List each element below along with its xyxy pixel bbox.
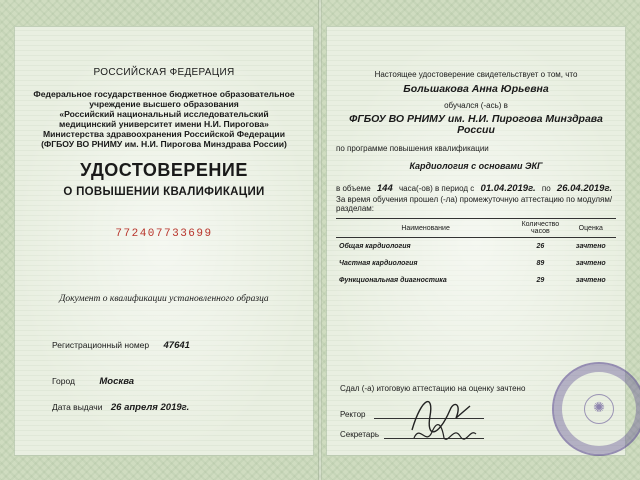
table-row bbox=[336, 255, 616, 272]
org-line: Министерства здравоохранения Российской Федерации bbox=[42, 129, 285, 139]
module-hours: 29 bbox=[536, 277, 545, 284]
document-subtitle: О ПОВЫШЕНИИ КВАЛИФИКАЦИИ bbox=[63, 186, 265, 198]
institution-name bbox=[336, 114, 616, 136]
city-label: Город bbox=[52, 376, 75, 386]
module-grade: зачтено bbox=[575, 260, 606, 267]
document-title: УДОСТОВЕРЕНИЕ bbox=[80, 160, 248, 180]
program-label: по программе повышения квалификации bbox=[336, 144, 489, 153]
org-line: медицинский университет имени Н.И. Пирогова» bbox=[59, 119, 269, 129]
intro-text: Настоящее удостоверение свидетельствует о том, что bbox=[374, 70, 578, 79]
org-line: (ФГБОУ ВО РНИМУ им. Н.И. Пирогова Минздрава России) bbox=[41, 139, 287, 149]
final-attestation: Сдал (-а) итоговую аттестацию на оценку зачтено bbox=[340, 384, 526, 393]
date-to-label: по bbox=[541, 184, 551, 193]
org-line: «Российский национальный исследовательский bbox=[59, 109, 269, 119]
col-grade-header: Оценка bbox=[566, 219, 616, 238]
course-name: Кардиология с основами ЭКГ bbox=[409, 161, 543, 171]
city-value: Москва bbox=[99, 376, 135, 387]
modules-table bbox=[336, 218, 616, 289]
document-type: Документ о квалификации установленного образца bbox=[59, 294, 269, 304]
col-hours-header: Количество часов bbox=[515, 219, 565, 238]
module-name: Частная кардиология bbox=[339, 260, 418, 267]
issue-date-label: Дата выдачи bbox=[52, 402, 103, 412]
city-row bbox=[52, 376, 134, 387]
table-header-row bbox=[336, 219, 616, 238]
module-name: Функциональная диагностика bbox=[339, 277, 447, 284]
volume-unit: часа(-ов) в период с bbox=[398, 184, 475, 193]
issue-date-row bbox=[52, 402, 189, 413]
secretary-signature-icon bbox=[410, 420, 480, 448]
coat-of-arms-icon: ✺ bbox=[584, 394, 614, 424]
volume-label: в объеме bbox=[336, 184, 371, 193]
volume-row bbox=[336, 183, 616, 194]
module-name: Общая кардиология bbox=[339, 243, 411, 250]
col-name-header: Наименование bbox=[336, 219, 515, 238]
organization-block bbox=[28, 89, 300, 149]
table-row bbox=[336, 272, 616, 289]
right-page bbox=[326, 26, 626, 456]
table-row bbox=[336, 238, 616, 256]
module-hours: 89 bbox=[536, 260, 545, 267]
registration-label: Регистрационный номер bbox=[52, 340, 150, 350]
country-heading: РОССИЙСКАЯ ФЕДЕРАЦИЯ bbox=[93, 67, 235, 78]
studied-text: обучался (-ась) в bbox=[444, 101, 508, 110]
date-to: 26.04.2019г. bbox=[556, 183, 613, 194]
issue-date-value: 26 апреля 2019г. bbox=[110, 402, 190, 413]
rector-label: Ректор bbox=[340, 410, 366, 419]
date-from: 01.04.2019г. bbox=[480, 183, 536, 194]
registration-number: 47641 bbox=[163, 340, 190, 351]
org-line: учреждение высшего образования bbox=[89, 99, 239, 109]
left-page bbox=[14, 26, 314, 456]
attestation-text: За время обучения прошел (-ла) промежуточную аттестацию по модулям/разделам: bbox=[336, 195, 613, 213]
serial-number: 772407733699 bbox=[115, 228, 213, 240]
volume-hours: 144 bbox=[376, 183, 393, 194]
secretary-label: Секретарь bbox=[340, 430, 379, 439]
registration-row bbox=[52, 340, 190, 351]
org-line: Федеральное государственное бюджетное образовательное bbox=[33, 89, 295, 99]
institution-line: ФГБОУ ВО РНИМУ им. Н.И. Пирогова Минздрава bbox=[349, 113, 603, 125]
page-fold bbox=[318, 0, 322, 480]
module-grade: зачтено bbox=[575, 277, 606, 284]
module-hours: 26 bbox=[536, 243, 545, 250]
institution-line: России bbox=[457, 124, 495, 136]
official-seal bbox=[552, 362, 640, 456]
holder-name: Большакова Анна Юрьевна bbox=[403, 83, 549, 95]
module-grade: зачтено bbox=[575, 243, 606, 250]
